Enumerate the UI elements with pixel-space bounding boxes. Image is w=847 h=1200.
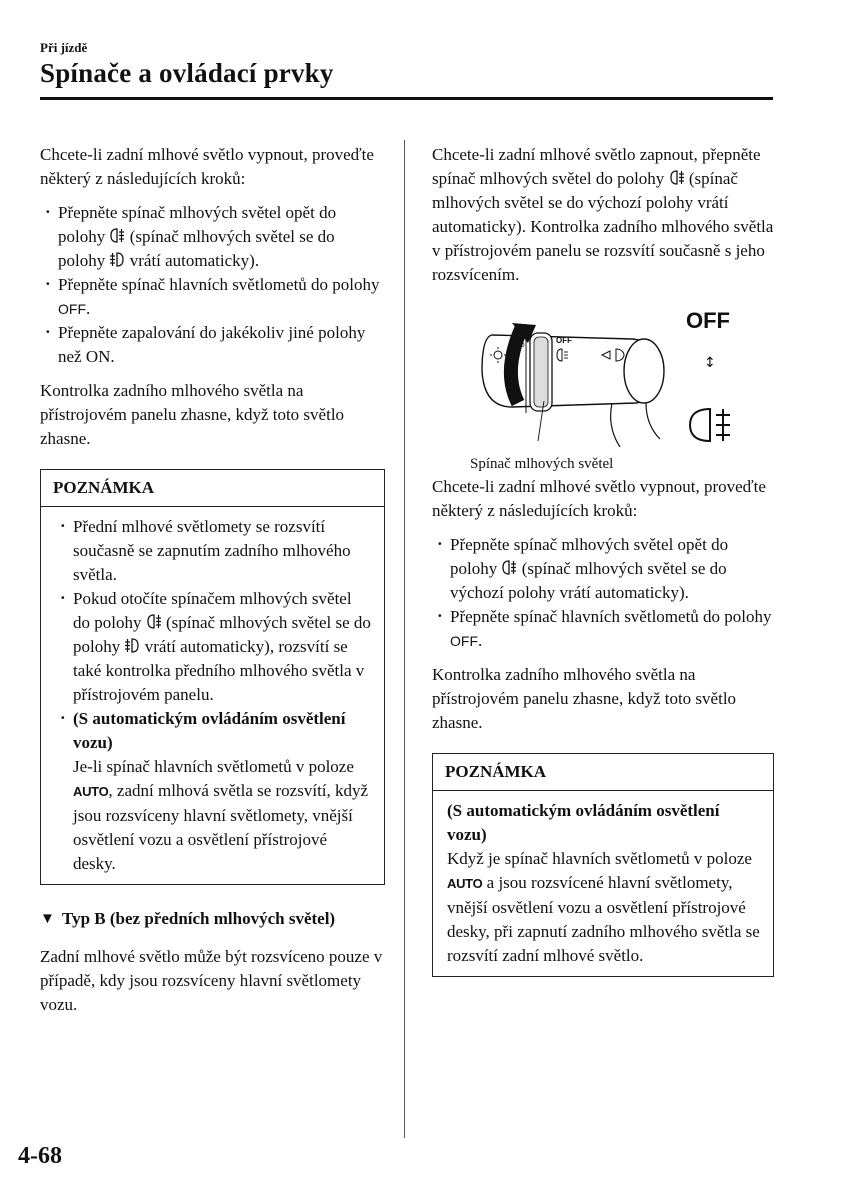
note-heading: POZNÁMKA (41, 470, 384, 507)
paragraph: Chcete-li zadní mlhové světlo vypnout, proveďte některý z následujících kroků: (432, 477, 766, 520)
left-column (40, 143, 385, 1017)
right-column (432, 143, 774, 977)
column-divider (404, 140, 405, 1138)
lever-off-label: OFF (556, 336, 572, 345)
triangle-marker-icon: ▼ (40, 911, 55, 927)
note-subheading: (S automatickým ovládáním osvětlení vozu) (447, 801, 720, 844)
paragraph: Chcete-li zadní mlhové světlo vypnout, proveďte některý z následujících kroků: (40, 145, 374, 188)
rear-fog-light-icon (501, 559, 517, 576)
figure-caption: Spínač mlhových světel (470, 456, 614, 472)
lever-auto-label: AUTO (508, 343, 525, 349)
front-fog-light-icon (124, 637, 140, 654)
auto-label: AUTO (447, 876, 483, 891)
list-item: · Pokud otočíte spínačem mlhových světel do polohy (spínač mlhových světel se do polohy vrátí automaticky), rozsvítí se také kontrolka předního mlhového světla v přístrojovém panelu. (55, 587, 372, 707)
list-item: · Přední mlhové světlomety se rozsvítí současně se zapnutím zadního mlhového světla. (55, 515, 372, 587)
figure (432, 307, 774, 475)
paragraph: Chcete-li zadní mlhové světlo zapnout, přepněte spínač mlhových světel do polohy (spínač mlhových světel se do výchozí polohy vrátí automaticky). Kontrolka zadního mlhového světla v přístrojovém panelu se rozsvítí současně s jeho rozsvícením. (432, 145, 774, 284)
note-box (432, 753, 774, 977)
paragraph: Kontrolka zadního mlhového světla na přístrojovém panelu zhasne, když toto světlo zhasne. (432, 665, 737, 732)
note-heading: POZNÁMKA (433, 754, 773, 791)
note-box (40, 469, 385, 885)
paragraph: Zadní mlhové světlo může být rozsvíceno pouze v případě, kdy jsou rozsvíceny hlavní světlomety vozu. (40, 947, 383, 1014)
switch-direction-arrow-icon: ↕ (704, 355, 716, 371)
front-fog-light-icon (109, 251, 125, 268)
subheading: ▼ Typ B (bez předních mlhových světel) (40, 907, 385, 931)
off-position-label: OFF (686, 308, 730, 333)
title-rule (40, 97, 773, 100)
section-label: Při jízdě (40, 40, 88, 55)
paragraph: Kontrolka zadního mlhového světla na přístrojovém panelu zhasne, když toto světlo zhasne. (40, 381, 345, 448)
page-title: Spínače a ovládací prvky (40, 58, 334, 88)
list-item: · Přepněte spínač mlhových světel opět do polohy (spínač mlhových světel se do polohy vrátí automaticky). (40, 201, 385, 273)
note-body (433, 791, 773, 976)
rear-fog-light-icon (669, 169, 685, 186)
list-item: · Přepněte spínač hlavních světlometů do polohy OFF. (40, 273, 385, 321)
list-item: · Přepněte zapalování do jakékoliv jiné polohy než ON. (40, 321, 385, 369)
note-body (41, 507, 384, 884)
list-item: · (S automatickým ovládáním osvětlení vozu) (55, 707, 372, 755)
rear-fog-light-icon (146, 613, 162, 630)
list-item: · Přepněte spínač hlavních světlometů do polohy OFF. (432, 605, 774, 653)
paragraph: Je-li spínač hlavních světlometů v poloze AUTO, zadní mlhová světla se rozsvítí, když jsou rozsvíceny hlavní světlomety, vnější osvětlení vozu a osvětlení přístrojové desky. (73, 757, 369, 873)
rear-fog-light-icon (109, 227, 125, 244)
paragraph: Když je spínač hlavních světlometů v poloze AUTO a jsou rozsvícené hlavní světlomety, vnější osvětlení vozu a osvětlení přístrojové desky, při zapnutí zadního mlhového světla se rozsvítí zadní mlhové světlo. (447, 849, 760, 965)
auto-label: AUTO (73, 784, 109, 799)
page-number: 4-68 (18, 1143, 62, 1169)
list-item: · Přepněte spínač mlhových světel opět do polohy (spínač mlhových světel se do výchozí polohy vrátí automaticky). (432, 533, 774, 605)
